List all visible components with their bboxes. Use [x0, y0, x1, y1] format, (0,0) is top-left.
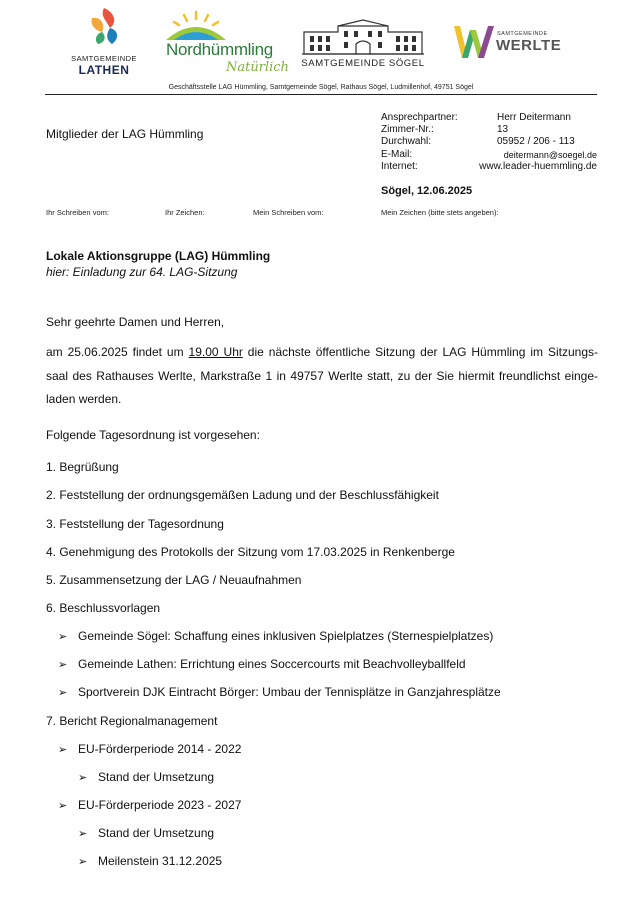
- werlte-label-big: WERLTE: [496, 37, 562, 54]
- arrow-bullet-icon: ➢: [58, 687, 68, 699]
- arrow-bullet-icon: ➢: [78, 828, 88, 840]
- sender-address-line: Geschäftsstelle LAG Hümmling, Samtgemeinde Sögel, Rathaus Sögel, Ludmillenhof, 49751 Sögel: [168, 84, 474, 91]
- soegel-label: SAMTGEMEINDE SÖGEL: [301, 58, 425, 69]
- contact-label: Durchwahl:: [381, 136, 432, 148]
- logo-samtgemeinde-soegel: [298, 18, 428, 74]
- contact-phone: 05952 / 206 - 113: [497, 136, 575, 148]
- nordhuemmling-label: Nordhümmling: [166, 40, 273, 59]
- lathen-label-big: LATHEN: [78, 63, 130, 77]
- agenda-item: 7. Bericht Regionalmanagement: [46, 714, 218, 728]
- contact-room: 13: [497, 124, 509, 136]
- arrow-bullet-icon: ➢: [58, 631, 68, 643]
- agenda-item: 5. Zusammensetzung der LAG / Neuaufnahmen: [46, 573, 302, 587]
- contact-block: [381, 112, 597, 173]
- town-hall-icon: [298, 18, 428, 56]
- agenda-item: 6. Beschlussvorlagen: [46, 601, 161, 615]
- logo-nordhuemmling: [152, 10, 287, 80]
- sun-hill-icon: [156, 10, 236, 44]
- arrow-bullet-icon: ➢: [58, 744, 68, 756]
- letter-date: Sögel, 12.06.2025: [381, 185, 473, 197]
- agenda-item: 3. Feststellung der Tagesordnung: [46, 517, 224, 531]
- header-divider: [45, 94, 597, 95]
- meeting-time: 19.00 Uhr: [188, 345, 243, 359]
- nordhuemmling-tagline: Natürlich: [226, 60, 289, 75]
- agenda-item: 2. Feststellung der ordnungsgemäßen Ladung und der Beschlussfähigkeit: [46, 488, 439, 502]
- agenda-item: 1. Begrüßung: [46, 460, 119, 474]
- agenda-item: 4. Genehmigung des Protokolls der Sitzung vom 17.03.2025 in Renkenberge: [46, 545, 455, 559]
- salutation: Sehr geehrte Damen und Herren,: [46, 315, 225, 329]
- ref-mein-schreiben: Mein Schreiben vom:: [253, 208, 324, 217]
- ref-ihr-zeichen: Ihr Zeichen:: [165, 208, 205, 217]
- contact-person: Herr Deitermann: [497, 112, 571, 123]
- contact-email-link[interactable]: deitermann@soegel.de: [503, 149, 597, 160]
- werlte-label-small: SAMTGEMEINDE: [497, 31, 548, 37]
- intro-line: [46, 341, 598, 365]
- agenda-subitem: EU-Förderperiode 2014 - 2022: [78, 742, 242, 756]
- contact-label: Zimmer-Nr.:: [381, 124, 434, 136]
- contact-row-internet: [381, 161, 597, 173]
- intro-paragraph: [46, 341, 598, 412]
- contact-label: E-Mail:: [381, 148, 413, 160]
- contact-label: Ansprechpartner:: [381, 112, 458, 123]
- contact-row-zimmer: [381, 124, 597, 136]
- agenda-subitem: Gemeinde Sögel: Schaffung eines inklusiven Spielplatzes (Sternespielplatzes): [78, 629, 494, 643]
- lathen-emblem-icon: [84, 6, 124, 46]
- intro-text: am 25.06.2025 findet um: [46, 345, 189, 359]
- contact-label: Internet:: [381, 160, 418, 172]
- arrow-bullet-icon: ➢: [58, 800, 68, 812]
- agenda-intro: Folgende Tagesordnung ist vorgesehen:: [46, 428, 260, 442]
- contact-row-ansprechpartner: [381, 112, 597, 124]
- arrow-bullet-icon: ➢: [78, 856, 88, 868]
- header-logos: [0, 0, 625, 92]
- werlte-w-icon: [452, 22, 496, 62]
- agenda-subitem: Sportverein DJK Eintracht Börger: Umbau der Tennisplätze in Ganzjahresplätze: [78, 685, 501, 699]
- intro-line: saal des Rathauses Werlte, Markstraße 1 in 49757 Werlte statt, zu der Sie hiermit freundlichst einge-: [46, 368, 598, 383]
- agenda-subitem: Gemeinde Lathen: Errichtung eines Soccercourts mit Beachvolleyballfeld: [78, 657, 466, 671]
- ref-mein-zeichen: Mein Zeichen (bitte stets angeben):: [381, 208, 499, 217]
- ref-ihr-schreiben: Ihr Schreiben vom:: [46, 208, 109, 217]
- logo-samtgemeinde-werlte: [452, 22, 567, 66]
- logo-samtgemeinde-lathen: [64, 6, 144, 78]
- contact-website-link[interactable]: www.leader-huemmling.de: [479, 160, 597, 172]
- agenda-subsubitem: Stand der Umsetzung: [98, 770, 215, 784]
- subject-title: Lokale Aktionsgruppe (LAG) Hümmling: [46, 249, 271, 263]
- arrow-bullet-icon: ➢: [58, 659, 68, 671]
- agenda-subitem: EU-Förderperiode 2023 - 2027: [78, 798, 242, 812]
- lathen-label-small: SAMTGEMEINDE: [71, 54, 137, 63]
- intro-line: laden werden.: [46, 392, 122, 406]
- agenda-subsubitem: Stand der Umsetzung: [98, 826, 215, 840]
- arrow-bullet-icon: ➢: [78, 772, 88, 784]
- recipient: Mitglieder der LAG Hümmling: [46, 127, 204, 141]
- contact-row-durchwahl: [381, 136, 597, 148]
- subject-subtitle: hier: Einladung zur 64. LAG-Sitzung: [46, 265, 238, 279]
- intro-text: die nächste öffentliche Sitzung der LAG Hümmling im Sitzungs-: [242, 345, 598, 359]
- agenda-subsubitem: Meilenstein 31.12.2025: [98, 854, 223, 868]
- contact-row-email: [381, 149, 597, 161]
